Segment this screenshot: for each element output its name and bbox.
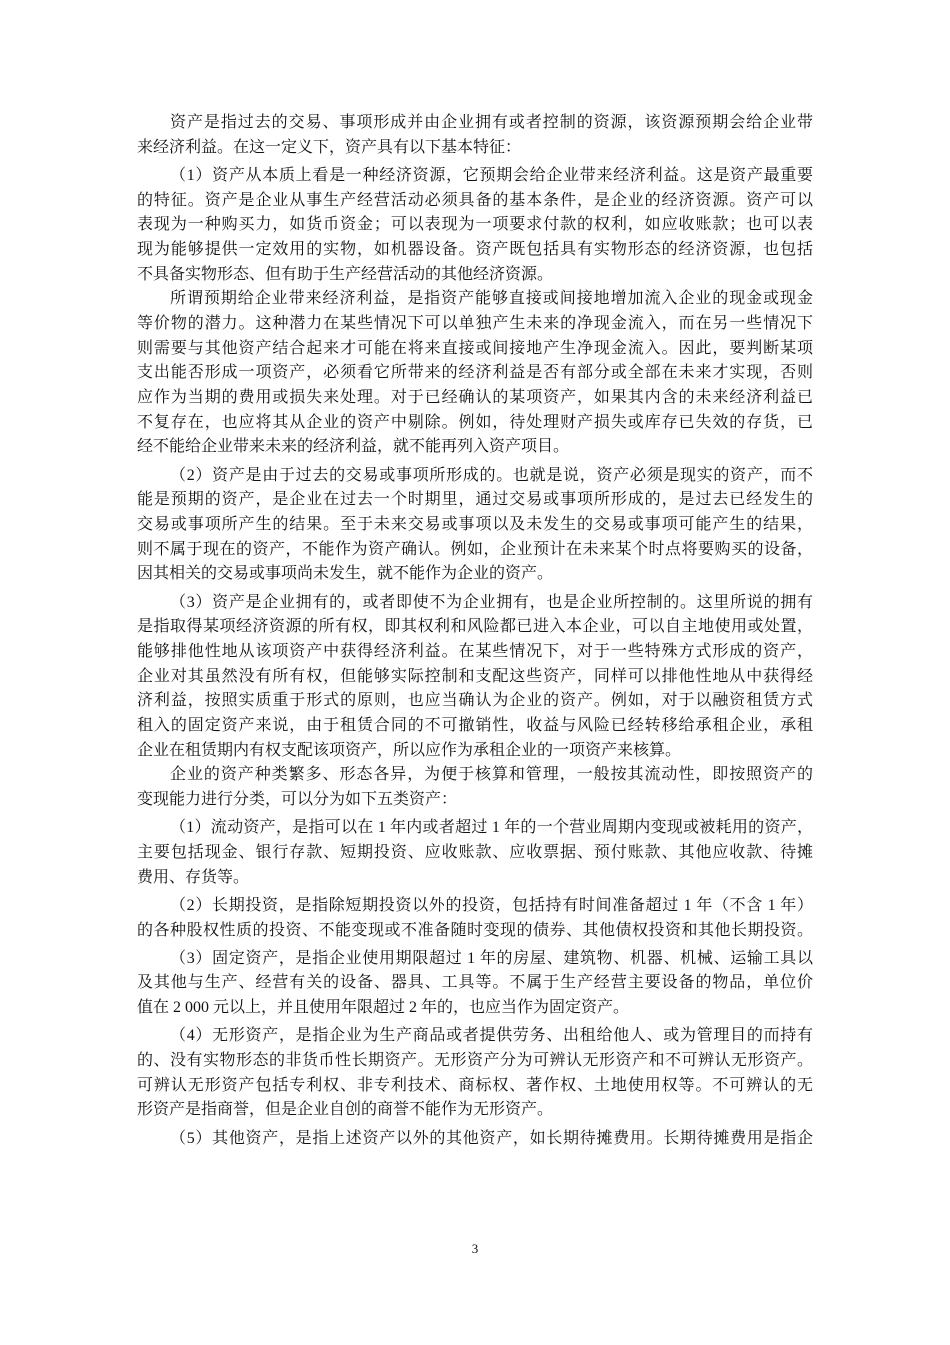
text-line: 经不能给企业带来未来的经济利益，就不能再列入资产项目。 bbox=[137, 438, 570, 456]
text-line: 主要包括现金、银行存款、短期投资、应收账款、应收票据、预付账款、其他应收款、待摊 bbox=[137, 843, 813, 861]
text-line: 可辨认无形资产包括专利权、非专利技术、商标权、著作权、土地使用权等。不可辨认的无 bbox=[137, 1076, 813, 1094]
text-line: 则不属于现在的资产，不能作为资产确认。例如，企业预计在未来某个时点将要购买的设备， bbox=[137, 540, 813, 558]
text-line: （4）无形资产，是指企业为生产商品或者提供劳务、出租给他人、或为管理目的而持有 bbox=[170, 1027, 813, 1045]
text-line: 应作为当期的费用或损失来处理。对于已经确认的某项资产，如果其内含的未来经济利益已 bbox=[137, 389, 813, 407]
text-line: 所谓预期给企业带来经济利益，是指资产能够直接或间接地增加流入企业的现金或现金 bbox=[170, 290, 813, 308]
text-line: 的特征。资产是企业从事生产经营活动必须具备的基本条件，是企业的经济资源。资产可以 bbox=[137, 191, 813, 209]
text-line: 企业的资产种类繁多、形态各异，为便于核算和管理，一般按其流动性，即按照资产的 bbox=[170, 766, 813, 784]
paragraph-asset-definition bbox=[137, 111, 813, 160]
text-line: （1）流动资产，是指可以在 1 年内或者超过 1 年的一个营业周期内变现或被耗用的资产， bbox=[170, 819, 813, 837]
text-line: 济利益，按照实质重于形式的原则，也应当确认为企业的资产。例如，对于以融资租赁方式 bbox=[137, 692, 813, 710]
paragraph-feature-2 bbox=[137, 464, 813, 587]
text-line: （5）其他资产，是指上述资产以外的其他资产，如长期待摊费用。长期待摊费用是指企 bbox=[170, 1129, 813, 1147]
text-line: 不复存在，也应将其从企业的资产中剔除。例如，待处理财产损失或库存已失效的存货，已 bbox=[137, 413, 813, 431]
text-line: 能是预期的资产，是企业在过去一个时期里，通过交易或事项所形成的，是过去已经发生的 bbox=[137, 491, 813, 509]
page-number: 3 bbox=[471, 1241, 479, 1256]
text-line: 来经济利益。在这一定义下，资产具有以下基本特征： bbox=[137, 138, 522, 156]
text-line: 不具备实物形态、但有助于生产经营活动的其他经济资源。 bbox=[137, 265, 554, 283]
text-line: （3）资产是企业拥有的，或者即使不为企业拥有，也是企业所控制的。这里所说的拥有 bbox=[170, 593, 813, 611]
text-line: 则需要与其他资产结合起来才可能在将来直接或间接地产生净现金流入。因此，要判断某项 bbox=[137, 339, 813, 357]
paragraph-intangible-assets bbox=[137, 1024, 813, 1123]
text-line: （2）长期投资，是指除短期投资以外的投资，包括持有时间准备超过 1 年（不含 1 年） bbox=[170, 896, 813, 914]
text-line: （2）资产是由于过去的交易或事项所形成的。也就是说，资产必须是现实的资产，而不 bbox=[170, 466, 813, 484]
text-line: 表现为一种购买力，如货币资金；可以表现为一项要求付款的权利，如应收账款；也可以表 bbox=[137, 216, 813, 234]
text-line: 企业在租赁期内有权支配该项资产，所以应作为承租企业的一项资产来核算。 bbox=[137, 741, 682, 759]
paragraph-feature-1 bbox=[137, 164, 813, 287]
text-line: 因其相关的交易或事项尚未发生，就不能作为企业的资产。 bbox=[137, 565, 554, 583]
paragraph-asset-classification bbox=[137, 763, 813, 812]
text-line: 的、没有实物形态的非货币性长期资产。无形资产分为可辨认无形资产和不可辨认无形资产。 bbox=[137, 1051, 813, 1069]
text-line: 是指取得某项经济资源的所有权，即其权利和风险都已进入本企业，可以自主地使用或处置， bbox=[137, 618, 813, 636]
paragraph-feature-3 bbox=[137, 591, 813, 764]
paragraph-long-term-investment bbox=[137, 894, 813, 943]
text-line: （1）资产从本质上看是一种经济资源，它预期会给企业带来经济利益。这是资产最重要 bbox=[170, 166, 813, 184]
text-line: 值在 2 000 元以上，并且使用年限超过 2 年的，也应当作为固定资产。 bbox=[137, 999, 630, 1017]
text-line: 费用、存货等。 bbox=[137, 868, 250, 886]
document-body bbox=[137, 111, 813, 1151]
paragraph-current-assets bbox=[137, 816, 813, 890]
text-line: （3）固定资产，是指企业使用期限超过 1 年的房屋、建筑物、机器、机械、运输工具以 bbox=[170, 949, 813, 967]
paragraph-expected-benefit bbox=[137, 287, 813, 460]
text-line: 资产是指过去的交易、事项形成并由企业拥有或者控制的资源，该资源预期会给企业带 bbox=[170, 114, 813, 131]
text-line: 形资产是指商誉，但是企业自创的商誉不能作为无形资产。 bbox=[137, 1101, 554, 1119]
text-line: 交易或事项所产生的结果。至于未来交易或事项以及未发生的交易或事项可能产生的结果， bbox=[137, 516, 813, 533]
paragraph-fixed-assets bbox=[137, 947, 813, 1021]
text-line: 支出能否形成一项资产，必须看它所带来的经济利益是否有部分或全部在未来才实现，否则 bbox=[137, 364, 813, 382]
text-line: 现为能够提供一定效用的实物，如机器设备。资产既包括具有实物形态的经济资源，也包括 bbox=[137, 240, 813, 258]
text-line: 企业对其虽然没有所有权，但能够实际控制和支配这些资产，同样可以排他性地从中获得经 bbox=[137, 667, 813, 685]
paragraph-other-assets bbox=[137, 1127, 813, 1152]
text-line: 及其他与生产、经营有关的设备、器具、工具等。不属于生产经营主要设备的物品，单位价 bbox=[137, 974, 813, 992]
text-line: 能够排他性地从该项资产中获得经济利益。在某些情况下，对于一些特殊方式形成的资产， bbox=[137, 642, 813, 660]
text-line: 的各种股权性质的投资、不能变现或不准备随时变现的债券、其他债权投资和其他长期投资。 bbox=[137, 921, 813, 939]
text-line: 变现能力进行分类，可以分为如下五类资产： bbox=[137, 791, 458, 809]
text-line: 租入的固定资产来说，由于租赁合同的不可撤销性，收益与风险已经转移给承租企业，承租 bbox=[137, 717, 813, 734]
text-line: 等价物的潜力。这种潜力在某些情况下可以单独产生未来的净现金流入，而在另一些情况下 bbox=[137, 315, 813, 332]
